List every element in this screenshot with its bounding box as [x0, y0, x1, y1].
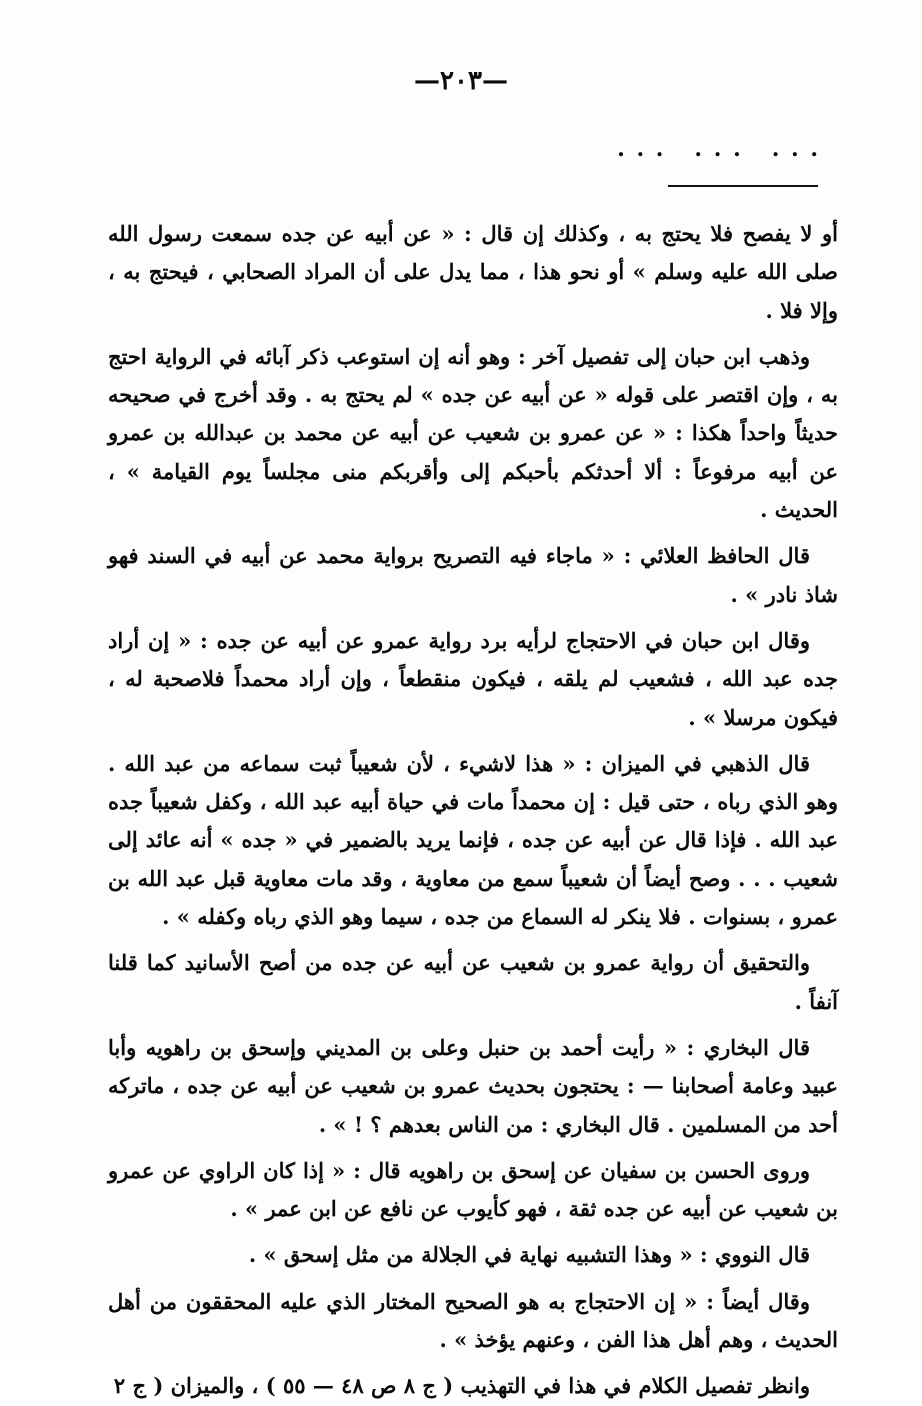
body-text — [108, 215, 838, 1406]
paragraph: وروى الحسن بن سفيان عن إسحق بن راهويه قال : « إذا كان الراوي عن عمرو بن شعيب عن أبيه عن جده ثقة ، فهو كأيوب عن نافع عن ابن عمر » . — [108, 1157, 838, 1222]
ellipsis-separator: . . . . . . . . . — [617, 136, 820, 162]
paragraph: وقال ابن حبان في الاحتجاج لرأيه برد رواية عمرو عن أبيه عن جده : « إن أراد جده عبد الله ، فشعيب لم يلقه ، فيكون منقطعاً ، وإن أراد محمداً فلاصحبة له ، فيكون مرسلا » . — [108, 627, 838, 730]
paragraph: قال البخاري : « رأيت أحمد بن حنبل وعلى بن المديني وإسحق بن راهويه وأبا عبيد وعامة أصحابنا — : يحتجون بحديث عمرو بن شعيب عن أبيه عن جده ، ماتركه أحد من المسلمين . قال البخاري : من الناس بعدهم ؟ ! » . — [108, 1034, 838, 1137]
paragraph: قال الذهبي في الميزان : « هذا لاشيء ، لأن شعيباً ثبت سماعه من عبد الله . وهو الذي رباه ، حتى قيل : إن محمداً مات في حياة أبيه عبد الله ، وكفل شعيباً جده عبد الله . فإذا قال عن أبيه عن جده ، فإنما يريد بالضمير في « جده » أنه عائد إلى شعيب . . . وصح أيضاً أن شعيباً سمع من معاوية ، وقد مات معاوية قبل عبد الله بن عمرو ، بسنوات . فلا ينكر له السماع من جده ، سيما وهو الذي رباه وكفله » . — [108, 750, 838, 930]
paragraph: والتحقيق أن رواية عمرو بن شعيب عن أبيه عن جده من أصح الأسانيد كما قلنا آنفاً . — [108, 950, 838, 1014]
paragraph: قال الحافظ العلائي : « ماجاء فيه التصريح برواية محمد عن أبيه في السند فهو شاذ نادر » . — [108, 543, 838, 607]
paragraph: وذهب ابن حبان إلى تفصيل آخر : وهو أنه إن استوعب ذكر آبائه في الرواية احتج به ، وإن اقتصر على قوله « عن أبيه عن جده » لم يحتج به . وقد أخرج في صحيحه حديثاً واحداً هكذا : « عن عمرو بن شعيب عن أبيه عن محمد بن عبدالله بن عمرو عن أبيه مرفوعاً : ألا أحدثكم بأحبكم إلى وأقربكم منى مجلساً يوم القيامة » ، الحديث . — [108, 343, 838, 523]
footnote-rule — [668, 185, 818, 187]
paragraph: وقال أيضاً : « إن الاحتجاج به هو الصحيح المختار الذي عليه المحققون من أهل الحديث ، وهم أهل هذا الفن ، وعنهم يؤخذ » . — [108, 1288, 838, 1353]
page-number: —٢٠٣— — [414, 66, 508, 96]
paragraph: وانظر تفصيل الكلام في هذا في التهذيب ( ج ٨ ص ٤٨ — ٥٥ ) ، والميزان ( ج ٢ — [113, 1373, 810, 1399]
paragraph: أو لا يفصح فلا يحتج به ، وكذلك إن قال : « عن أبيه عن جده سمعت رسول الله صلى الله عليه وسلم » أو نحو هذا ، مما يدل على أن المراد الصحابي ، فيحتج به ، وإلا فلا . — [108, 221, 838, 323]
paragraph: قال النووي : « وهذا التشبيه نهاية في الجلالة من مثل إسحق » . — [248, 1242, 810, 1268]
